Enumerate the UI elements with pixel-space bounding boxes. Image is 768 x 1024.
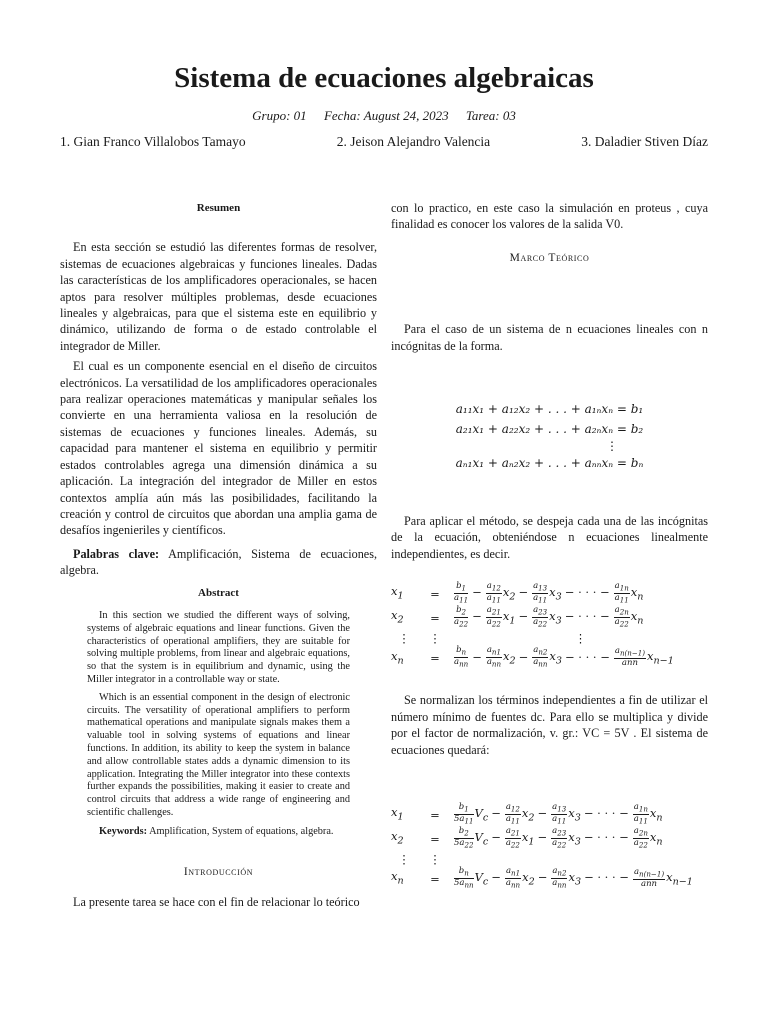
equation-vdots: ⋮ (606, 439, 618, 454)
equation-line: a₁₁x₁ + a₁₂x₂ + . . . + a₁ₙxₙ = b₁ (455, 402, 644, 417)
author-1: 1. Gian Franco Villalobos Tamayo (60, 134, 246, 149)
paper-meta (0, 108, 768, 124)
resumen-keywords-label: Palabras clave: (73, 546, 160, 561)
resumen-keywords-text: Amplificación, Sistema de ecuaciones, algebra. (60, 546, 377, 578)
equation-system-2: $x_1$ = $\frac{b_1}{a_{11}}$ − $\frac{a_{12}}{a_{11}}$ $x_2$ − $\frac{a_{13}}{a_{11}}$ $x_3$ − · · · − $\frac{a_{1n}}{a_{11}}$ $x_n$ $x_2$ = $\frac{b_2}{a_{22}}$ − $\frac{a_{21}}{a_{22}}$ $x_1$ − $\frac{a_{23}}{a_{22}}$ $x_3$ − · · · − $\frac{a_{2n}}{a_{22}}$ $x_n$ ⋮ ⋮ ⋮ $x_n$ = $\frac{b_n}{a_{nn}}$ − $\frac{a_{n1}}{a_{nn}}$ $x_2$ − $\frac{a_{n2}}{a_{nn}}$ $x_3$ − · · · − $\frac{a_{n(n-1)}}{\text{ann}}$ $x_{n-1}$ (391, 581, 674, 669)
abstract-paragraph-2: Which is an essential component in the design of electronic circuits. The versatility of operational amplifiers to perform mathematical operations and manipulate signals makes them a valuable tool in solving systems of equations and linear functions. In addition, its ability to keep the system in balance and allow controllable states adds a dynamic dimension to its application. Integrating the Miller integrator into these contexts further expands the possibilities, making it easier to create and control circuits that address a wide range of engineering and scientific challenges. (87, 691, 350, 818)
page-title: Sistema de ecuaciones algebraicas (174, 62, 594, 94)
equation-system-1 (391, 399, 708, 473)
right-column (391, 200, 708, 891)
task-label: Tarea: 03 (465, 108, 516, 123)
author-list (60, 134, 708, 150)
marco-paragraph-2: Para aplicar el método, se despeja cada una de las incógnitas de la ecuación, obteniéndose n ecuaciones linealmente independientes, es decir. (391, 514, 708, 561)
abstract-paragraph-1: In this section we studied the different ways of solving, systems of algebraic equations and linear functions. Given the characteristics of operational amplifiers, they are suitable for solving multiple problems, from linear and algebraic equations, so that the system is in equilibrium and dynamic, using the Miller integrator in a controllable way or state. (87, 609, 350, 685)
marco-paragraph-1: Para el caso de un sistema de n ecuaciones lineales con n incógnitas de la forma. (391, 322, 708, 353)
equation-line: a₂₁x₁ + a₂₂x₂ + . . . + a₂ₙxₙ = b₂ (455, 422, 644, 437)
marco-heading: Marco Teórico (509, 251, 590, 264)
date-label: Fecha: August 24, 2023 (323, 108, 449, 123)
group-label: Grupo: 01 (252, 108, 307, 123)
left-column (60, 200, 377, 910)
abstract-block (60, 610, 377, 839)
abstract-keywords-text: Amplification, System of equations, algebra. (149, 825, 334, 837)
abstract-heading: Abstract (198, 586, 239, 599)
introduccion-heading: Introducción (183, 866, 254, 879)
resumen-paragraph-1: En esta sección se estudió las diferentes formas de resolver, sistemas de ecuaciones algebraicas y funciones lineales. Dadas las características de los amplificadores operacionales, se hacen aptos para resolver múltiples problemas, desde ecuaciones lineales y algebraicas, para que el sistema este en equilibrio y dinámico, utilizando de forma o de estado controlable el integrador de Miller. (60, 240, 377, 353)
resumen-heading: Resumen (196, 202, 241, 214)
equation-system-3: $x_1$ = $\frac{b_1}{5a_{11}}$ $V_c$ − $\frac{a_{12}}{a_{11}}$ $x_2$ − $\frac{a_{13}}{a_{11}}$ $x_3$ − · · · − $\frac{a_{1n}}{a_{11}}$ $x_n$ $x_2$ = $\frac{b_2}{5a_{22}}$ $V_c$ − $\frac{a_{21}}{a_{22}}$ $x_1$ − $\frac{a_{23}}{a_{22}}$ $x_3$ − · · · − $\frac{a_{2n}}{a_{22}}$ $x_n$ ⋮ ⋮ $x_n$ = $\frac{b_n}{5a_{nn}}$ $V_c$ − $\frac{a_{n1}}{a_{nn}}$ $x_2$ − $\frac{a_{n2}}{a_{nn}}$ $x_3$ − · · · − $\frac{a_{n(n-1)}}{\text{ann}}$ $x_{n-1}$ (391, 801, 693, 890)
marco-paragraph-3: Se normalizan los términos independientes a fin de utilizar el número mínimo de fuentes dc. Para ello se multiplica y divide por el factor de normalización, v. gr.: VC = 5V . El sistema de ecuaciones quedará: (391, 693, 708, 757)
equation-line: aₙ₁x₁ + aₙ₂x₂ + . . . + aₙₙxₙ = bₙ (455, 456, 644, 471)
introduccion-paragraph-cont: con lo practico, en este caso la simulación en proteus , cuya finalidad es conocer los valores de la salida V0. (391, 201, 708, 232)
introduccion-paragraph-start: La presente tarea se hace con el fin de relacionar lo teórico (73, 894, 360, 909)
resumen-keywords (60, 546, 377, 579)
abstract-keywords (87, 826, 350, 839)
resumen-paragraph-2: El cual es un componente esencial en el diseño de circuitos electrónicos. La versatilidad de los amplificadores operacionales para realizar operaciones matemáticas y manipular señales los convierte en una herramienta valiosa en la resolución de sistemas de ecuaciones y funciones lineales. Además, su capacidad para mantener el sistema en equilibrio y permitir estados controlables agrega una dimensión dinámica a su aplicación. La integración del integrador de Miller en estos contextos amplía aún más las posibilidades, facilitando la creación y control de circuitos que abordan una amplia gama de desafíos ingenieriles y científicos. (60, 359, 377, 538)
author-3: 3. Daladier Stiven Díaz (581, 134, 708, 149)
author-2: 2. Jeison Alejandro Valencia (336, 134, 491, 149)
abstract-keywords-label: Keywords: (99, 825, 148, 837)
